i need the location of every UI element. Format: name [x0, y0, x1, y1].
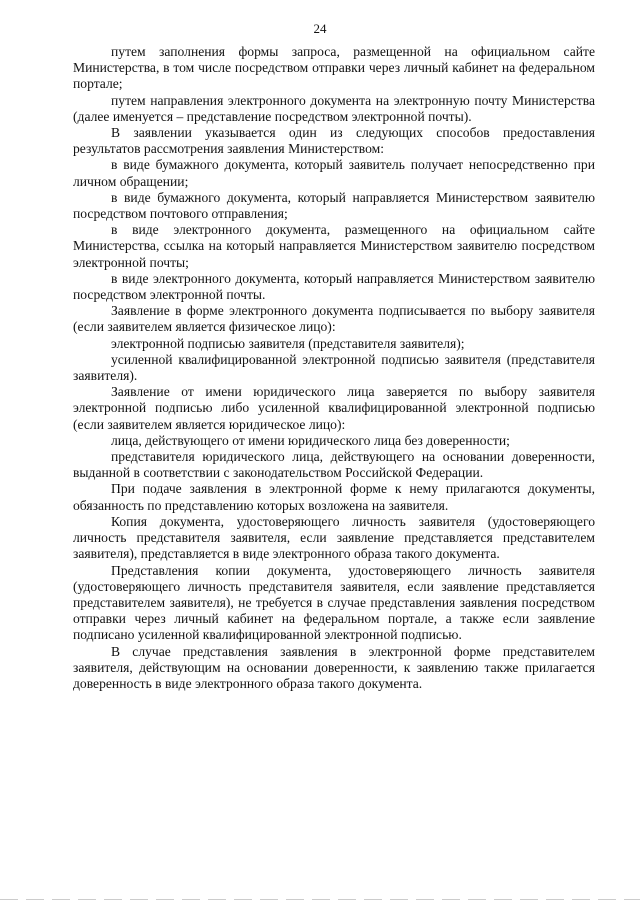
paragraph: в виде электронного документа, размещенного на официальном сайте Министерства, ссылка на который направляется Министерством заявителю посредством электронной почты; — [73, 222, 595, 270]
paragraph: Копия документа, удостоверяющего личность заявителя (удостоверяющего личность представителя заявителя, если заявление представляется представителем заявителя), представляется в виде электронного образа такого документа. — [73, 513, 595, 562]
paragraph: лица, действующего от имени юридического лица без доверенности; — [111, 432, 510, 448]
paragraph: представителя юридического лица, действующего на основании доверенности, выданной в соответствии с законодательством Российской Федерации. — [73, 449, 595, 481]
paragraph: путем заполнения формы запроса, размещенной на официальном сайте Министерства, в том числе посредством отправки через личный кабинет на федеральном портале; — [73, 44, 595, 92]
paragraph: В заявлении указывается один из следующих способов предоставления результатов рассмотрения заявления Министерством: — [73, 125, 595, 157]
paragraph: При подаче заявления в электронной форме к нему прилагаются документы, обязанность по представлению которых возложена на заявителя. — [73, 481, 595, 513]
paragraph: электронной подписью заявителя (представителя заявителя); — [111, 335, 465, 351]
scan-edge-line — [0, 899, 640, 900]
paragraph: в виде электронного документа, который направляется Министерством заявителю посредством электронной почты. — [73, 270, 595, 303]
paragraph: В случае представления заявления в электронной форме представителем заявителя, действующим на основании доверенности, к заявлению также прилагается доверенность в виде электронного образа такого документа. — [73, 643, 595, 691]
paragraph: в виде бумажного документа, который заявитель получает непосредственно при личном обращении; — [73, 157, 595, 189]
paragraph: Заявление от имени юридического лица заверяется по выбору заявителя электронной подписью либо усиленной квалифицированной электронной подписью (если заявителем является юридическое лицо): — [73, 384, 595, 432]
document-body — [73, 44, 595, 692]
paragraph: Заявление в форме электронного документа подписывается по выбору заявителя (если заявителем является физическое лицо): — [73, 303, 595, 335]
paragraph: в виде бумажного документа, который направляется Министерством заявителю посредством почтового отправления; — [73, 189, 595, 222]
paragraph: путем направления электронного документа на электронную почту Министерства (далее именуется – представление посредством электронной почты). — [73, 92, 595, 124]
paragraph: усиленной квалифицированной электронной подписью заявителя (представителя заявителя). — [73, 351, 595, 384]
paragraph: Представления копии документа, удостоверяющего личность заявителя (удостоверяющего личность представителя заявителя, если заявление представляется представителем заявителя), не требуется в случае представления заявления посредством отправки через личный кабинет на федеральном портале, а также если заявление подписано усиленной квалифицированной электронной подписью. — [73, 562, 595, 643]
page-number: 24 — [313, 21, 327, 36]
